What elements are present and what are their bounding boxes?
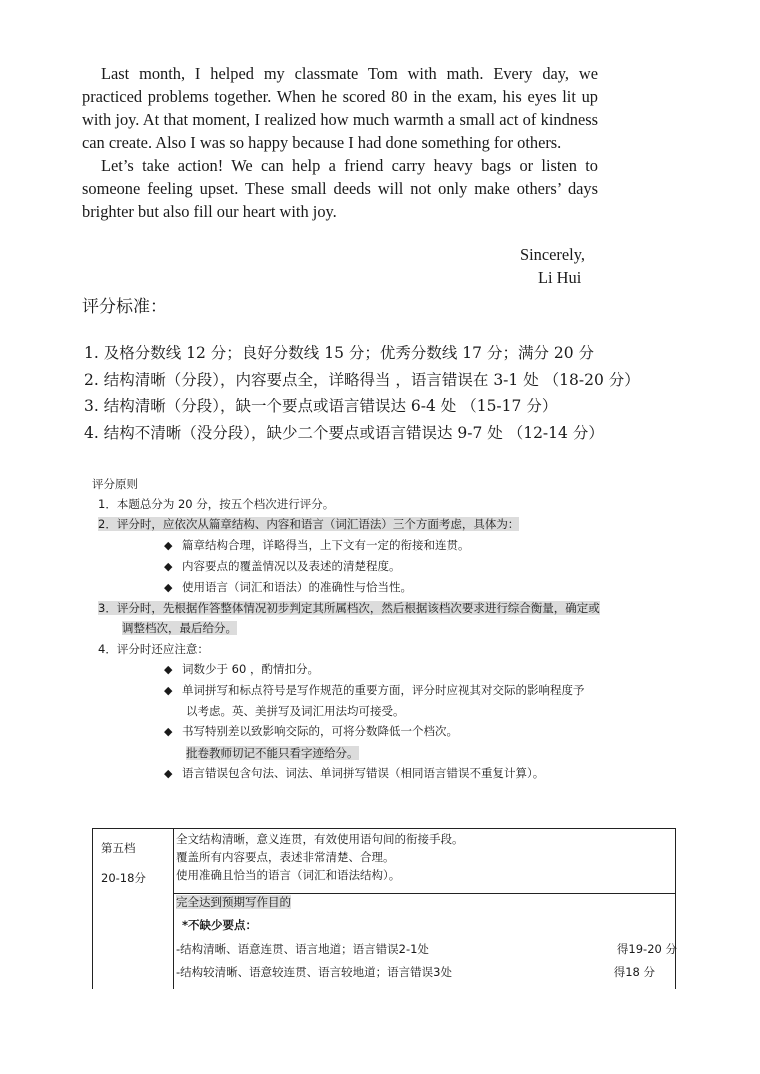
grade-points: 20-18分 (101, 871, 146, 885)
description-line: 覆盖所有内容要点，表述非常清楚、合理。 (176, 850, 395, 864)
letter-paragraph-2: Let’s take action! We can help a friend carry heavy bags or listen to someone feeling upset. These small deeds will not only make others’ days brighter but also fill our heart with joy. (82, 156, 598, 221)
diamond-bullet-icon: ◆ (164, 766, 173, 780)
principle-3-line-1: 3．评分时，先根据作答整体情况初步判定其所属档次，然后根据该档次要求进行综合衡量，确定或 (98, 601, 600, 616)
principle-2-bullet: ◆ 篇章结构合理，详略得当，上下文有一定的衔接和连贯。 (92, 535, 600, 556)
letter-body (82, 62, 598, 223)
diamond-bullet-icon: ◆ (164, 581, 173, 595)
principle-4: 4．评分时还应注意： (98, 641, 209, 656)
writing-goal: 完全达到预期写作目的 (176, 895, 291, 909)
grade-level: 第五档 (101, 841, 136, 855)
diamond-bullet-icon: ◆ (164, 538, 173, 552)
no-missing-points-label: *不缺少要点： (182, 918, 258, 932)
criteria-item: 4. 结构不清晰（没分段），缺少二个要点或语言错误达 9-7 处 （12-14 分） (84, 423, 604, 442)
grade-description (174, 829, 675, 894)
criteria-item: 2. 结构清晰（分段），内容要点全，详略得当 ，语言错误在 3-1 处 （18-20 分） (84, 370, 640, 389)
principle-4-bullet: ◆ 单词拼写和标点符号是写作规范的重要方面，评分时应视其对交际的影响程度予 (92, 680, 600, 701)
criteria-list (84, 340, 640, 446)
letter-paragraph-1: Last month, I helped my classmate Tom with math. Every day, we practiced problems together. When he scored 80 in the exam, his eyes lit up with joy. At that moment, I realized how much warmth a small act of kindness can create. Also I was so happy because I had done something for others. (82, 64, 598, 152)
diamond-bullet-icon: ◆ (164, 662, 173, 676)
principle-4-bullet-cont: 批卷教师切记不能只看字迹给分。 (186, 745, 359, 760)
diamond-bullet-icon: ◆ (164, 559, 173, 573)
diamond-bullet-icon: ◆ (164, 725, 173, 739)
criteria-title: 评分标准： (82, 297, 167, 317)
description-line: 全文结构清晰，意义连贯，有效使用语句间的衔接手段。 (176, 832, 464, 846)
principle-4-bullet: ◆ 书写特别差以致影响交际的，可将分数降低一个档次。 (92, 721, 600, 742)
grading-table (92, 828, 676, 989)
diamond-bullet-icon: ◆ (164, 684, 173, 698)
principle-2: 2．评分时，应依次从篇章结构、内容和语言（词汇语法）三个方面考虑，具体为： (98, 517, 520, 532)
principle-1: 1．本题总分为 20 分，按五个档次进行评分。 (98, 497, 335, 512)
principle-2-bullet: ◆ 内容要点的覆盖情况以及表述的清楚程度。 (92, 556, 600, 577)
criteria-item: 1. 及格分数线 12 分；良好分数线 15 分；优秀分数线 17 分；满分 20 分 (84, 344, 595, 362)
principle-2-bullet: ◆ 使用语言（词汇和语法）的准确性与恰当性。 (92, 577, 600, 598)
criteria-item: 3. 结构清晰（分段），缺一个要点或语言错误达 6-4 处 （15-17 分） (84, 397, 558, 415)
grade-level-cell (93, 829, 174, 989)
principles-title: 评分原则 (92, 477, 138, 491)
score-row-text: -结构清晰、语意连贯、语言地道；语言错误2-1处 (176, 942, 429, 956)
description-line: 使用准确且恰当的语言（词汇和语法结构）。 (176, 868, 401, 882)
letter-signature: Li Hui (538, 268, 582, 287)
score-row-value: 得18 分 (613, 965, 655, 979)
principle-4-bullet: ◆ 语言错误包含句法、词法、单词拼写错误（相同语言错误不重复计算）。 (92, 763, 600, 784)
score-row-text: -结构较清晰、语意较连贯、语言较地道；语言错误3处 (176, 965, 452, 979)
principle-4-bullet-cont: 以考虑。英、美拼写及词汇用法均可接受。 (186, 704, 405, 719)
principle-4-bullet: ◆ 词数少于 60 ，酌情扣分。 (92, 659, 600, 680)
letter-closing: Sincerely, (520, 245, 585, 264)
principle-3-line-2: 调整档次，最后给分。 (122, 621, 237, 636)
score-row-value: 得19-20 分 (616, 942, 677, 956)
scoring-principles (92, 474, 600, 784)
